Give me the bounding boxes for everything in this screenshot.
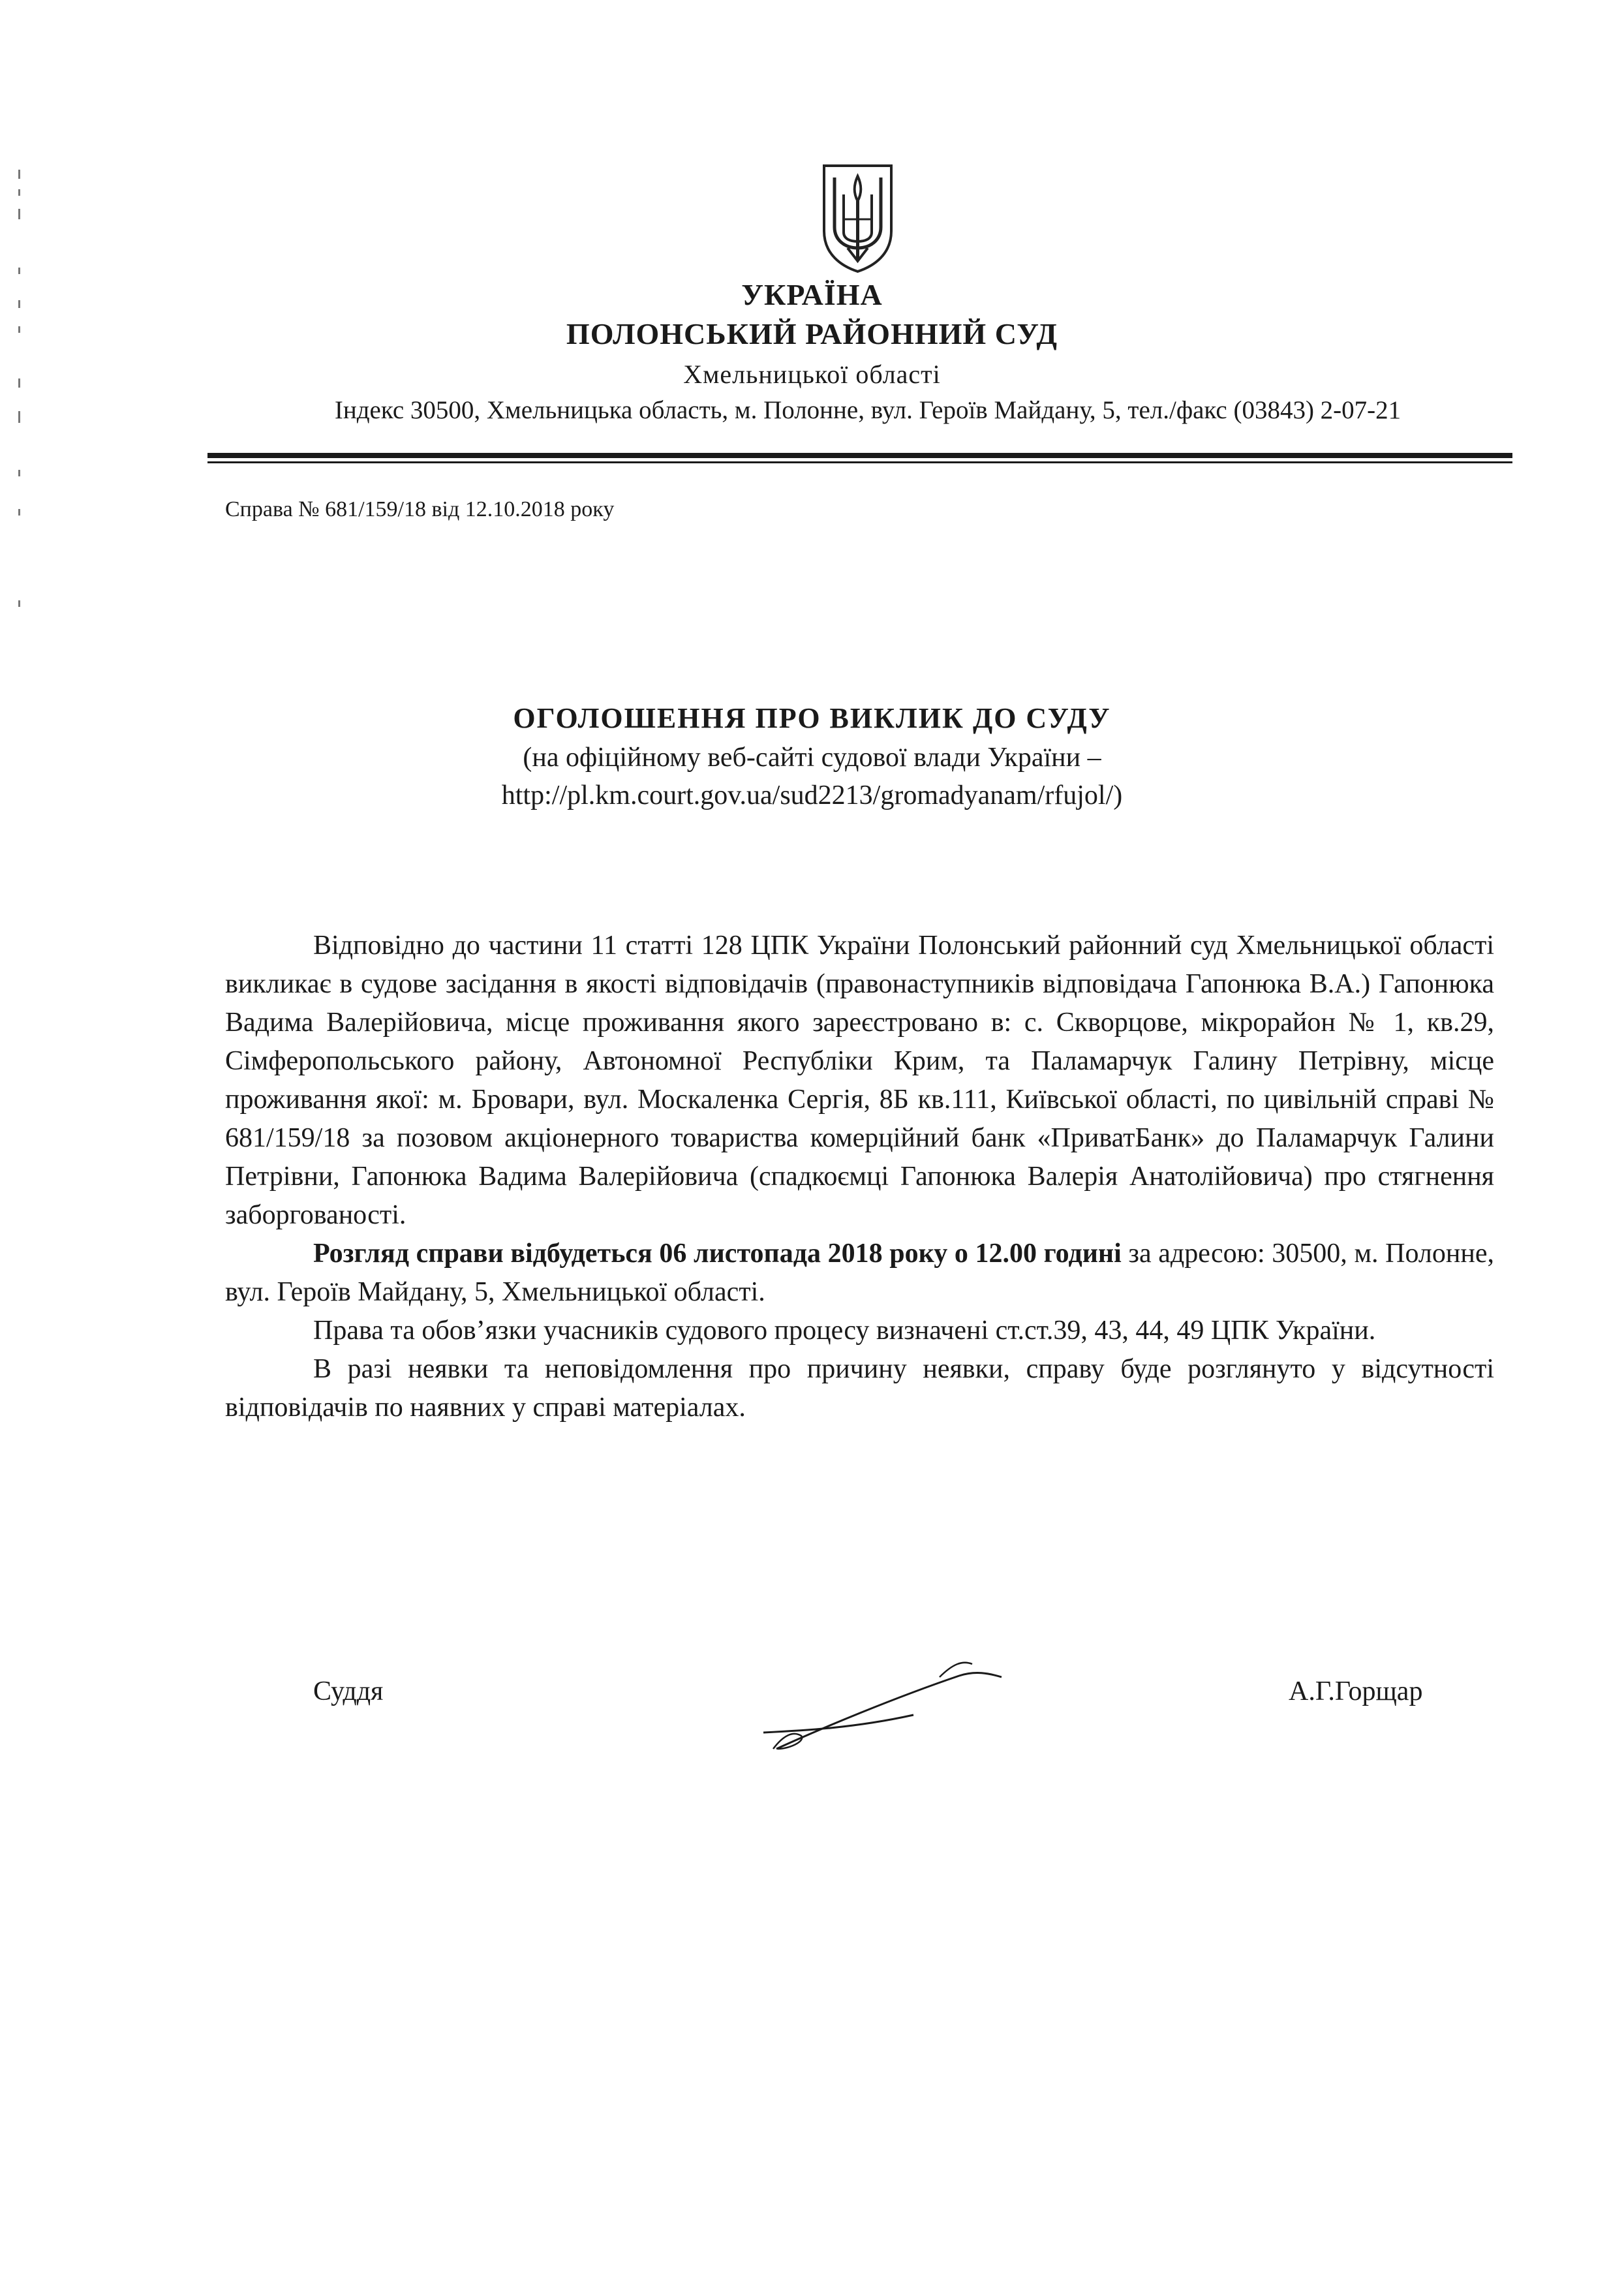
hearing-address: за адресою: 30500, м. Полонне, вул. Героїв Майдану, 5, Хмельницької області. <box>225 1239 1494 1307</box>
signature-label: Суддя <box>313 1676 384 1706</box>
announcement-title: ОГОЛОШЕННЯ ПРО ВИКЛИК ДО СУДУ <box>513 702 1111 734</box>
header-divider-thin <box>207 461 1512 463</box>
court-address: Індекс 30500, Хмельницька область, м. Полонне, вул. Героїв Майдану, 5, тел./факс (03843) 2-07-21 <box>334 396 1402 424</box>
country-name: УКРАЇНА <box>741 278 883 311</box>
scan-edge-marks <box>18 170 23 613</box>
hearing-date-bold: Розгляд справи відбудеться 06 листопада 2018 року о 12.00 годині <box>313 1239 1122 1269</box>
judge-name: А.Г.Горщар <box>1289 1676 1423 1706</box>
announcement-subtitle-line1: (на офіційному веб-сайті судової влади України – <box>523 743 1101 773</box>
handwritten-signature <box>744 1651 1005 1762</box>
court-region: Хмельницької області <box>683 360 941 389</box>
announcement-subtitle-url: http://pl.km.court.gov.ua/sud2213/gromadyanam/rfujol/) <box>501 780 1123 810</box>
trident-coat-of-arms-icon <box>820 163 895 274</box>
body-paragraph-hearing <box>225 1235 1494 1312</box>
court-name: ПОЛОНСЬКИЙ РАЙОННИЙ СУД <box>566 317 1058 350</box>
announcement-body <box>225 927 1494 1427</box>
header-divider <box>207 453 1512 458</box>
body-paragraph-absence: В разі неявки та неповідомлення про причину неявки, справу буде розглянуто у відсутності відповідачів по наявних у справі матеріалах. <box>225 1354 1494 1423</box>
case-reference: Справа № 681/159/18 від 12.10.2018 року <box>225 497 615 521</box>
body-paragraph-rights: Права та обов’язки учасників судового процесу визначені ст.ст.39, 43, 44, 49 ЦПК України. <box>313 1316 1376 1346</box>
body-paragraph-summons: Відповідно до частини 11 статті 128 ЦПК України Полонський районний суд Хмельницької області викликає в судове засідання в якості відповідачів (правонаступників відповідача Гапонюка В.А.) Гапонюка Вадима Валерійовича, місце проживання якого зареєстровано в: с. Скворцове, мікрорайон № 1, кв.29, Сімферопольського району, Автономної Республіки Крим, та Паламарчук Галину Петрівну, місце проживання якої: м. Бровари, вул. Москаленка Сергія, 8Б кв.111, Київської області, по цивільній справі № 681/159/18 за позовом акціонерного товариства комерційний банк «ПриватБанк» до Паламарчук Галини Петрівни, Гапонюка Вадима Валерійовича (спадкоємці Гапонюка Валерія Анатолійовича) про стягнення заборгованості. <box>225 931 1494 1230</box>
